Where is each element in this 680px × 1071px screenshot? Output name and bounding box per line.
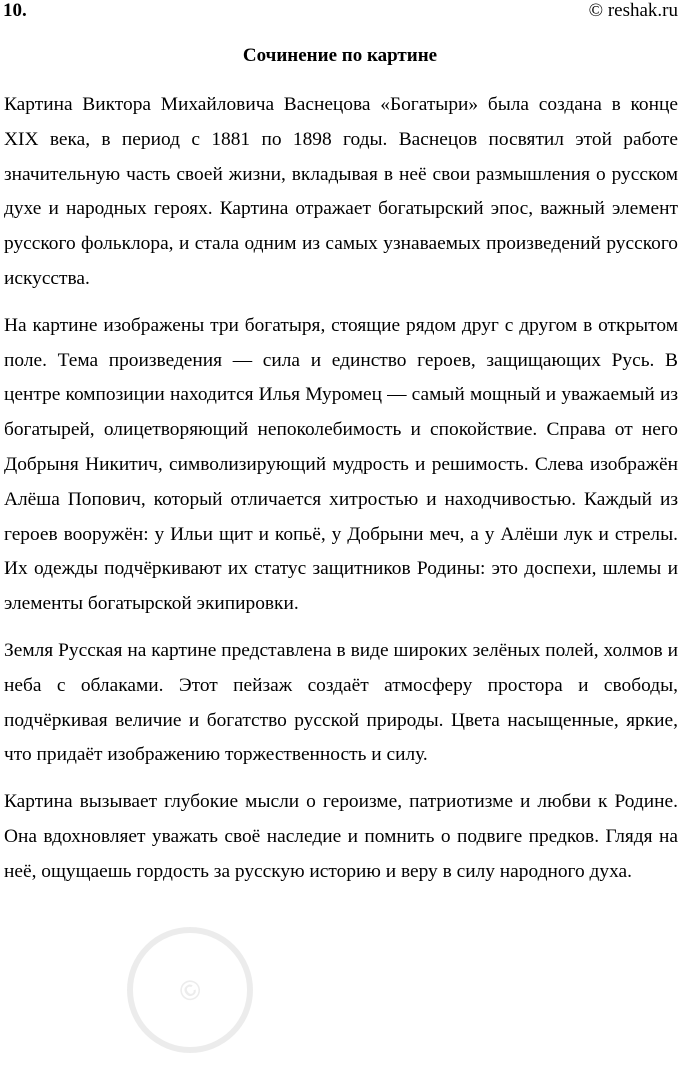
- essay-title: Сочинение по картине: [242, 45, 438, 66]
- reshak-watermark-logo: [120, 920, 260, 1060]
- essay-paragraph-2: На картине изображены три богатыря, стоящие рядом друг с другом в открытом поле. Тема произведения — сила и единство героев, защищающих Русь. В центре композиции находится Илья Муромец — самый мощный и уважаемый из богатырей, олицетворяющий непоколебимость и спокойствие. Справа от него Добрыня Никитич, символизирующий мудрость и решимость. Слева изображён Алёша Попович, который отличается хитростью и находчивостью. Каждый из героев вооружён: у Ильи щит и копьё, у Добрыни меч, а у Алёши лук и стрелы. Их одежды подчёркивают их статус защитников Родины: это доспехи, шлемы и элементы богатырской экипировки.: [4, 314, 678, 615]
- task-number: 10.: [3, 0, 27, 21]
- copyright-notice: © reshak.ru: [588, 0, 678, 21]
- svg-text:©: ©: [172, 971, 208, 1010]
- essay-paragraph-1: Картина Виктора Михайловича Васнецова «Богатыри» была создана в конце XIX века, в период с 1881 по 1898 годы. Васнецов посвятил этой работе значительную часть своей жизни, вкладывая в неё свои размышления о русском духе и народных героях. Картина отражает богатырский эпос, важный элемент русского фольклора, и стала одним из самых узнаваемых произведений русского искусства.: [4, 94, 678, 289]
- page-header: [0, 0, 680, 24]
- essay-paragraph-4: Картина вызывает глубокие мысли о героизме, патриотизме и любви к Родине. Она вдохновляет уважать своё наследие и помнить о подвиге предков. Глядя на неё, ощущаешь гордость за русскую историю и веру в силу народного духа.: [4, 791, 678, 882]
- essay-paragraph-3: Земля Русская на картине представлена в виде широких зелёных полей, холмов и неба с облаками. Этот пейзаж создаёт атмосферу простора и свободы, подчёркивая величие и богатство русской природы. Цвета насыщенные, яркие, что придаёт изображению торжественность и силу.: [4, 639, 678, 766]
- essay-body: [4, 88, 678, 902]
